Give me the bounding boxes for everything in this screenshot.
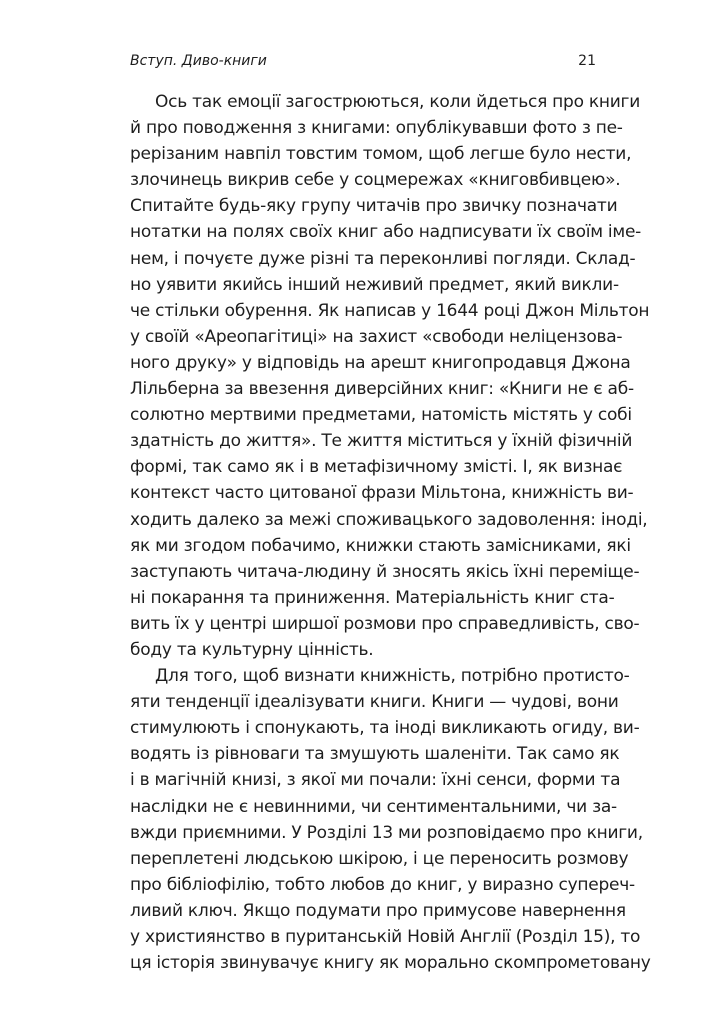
text-line: переплетені людською шкірою, і це переносить розмову [130, 848, 629, 869]
text-line: ного друку» у відповідь на арешт книгопродавця Джона [130, 352, 631, 373]
text-line: рерізаним навпіл товстим томом, щоб легше було нести, [130, 144, 632, 165]
text-line: як ми згодом побачимо, книжки стають замісниками, які [130, 535, 631, 556]
text-line: ливий ключ. Якщо подумати про примусове навернення [130, 900, 626, 921]
text-line: но уявити якийсь інший неживий предмет, який викли- [130, 274, 619, 295]
running-title: Вступ. Диво-книги [130, 53, 267, 69]
text-line: че стільки обурення. Як написав у 1644 році Джон Мільтон [130, 300, 650, 321]
text-line: нотатки на полях своїх книг або надписувати їх своїм іме- [130, 222, 642, 243]
text-line: заступають читача-людину й зносять якісь їхні переміще- [130, 561, 640, 582]
text-line: формі, так само як і в метафізичному змісті. І, як визнає [130, 457, 623, 478]
running-head [130, 49, 596, 73]
text-line: ні покарання та приниження. Матеріальність книг ста- [130, 587, 615, 608]
text-line: ходить далеко за межі споживацького задоволення: іноді, [130, 509, 648, 530]
text-line: ця історія звинувачує книгу як морально скомпрометовану [130, 953, 651, 974]
text-line: у своїй «Ареопагітиці» на захист «свободи неліцензова- [130, 326, 623, 347]
text-line: про бібліофілію, тобто любов до книг, у виразно супереч- [130, 874, 635, 895]
text-line: і в магічній книзі, з якої ми почали: їхні сенси, форми та [130, 770, 621, 791]
text-line: вжди приємними. У Розділі 13 ми розповідаємо про книги, [130, 822, 643, 843]
text-line: нем, і почуєте дуже різні та переконливі погляди. Склад- [130, 248, 636, 269]
text-line: Ось так емоції загострюються, коли йдеться про книги [155, 92, 641, 112]
text-line: Для того, щоб визнати книжність, потрібно протисто- [155, 666, 630, 687]
text-line: стимулюють і спонукають, та іноді викликають огиду, ви- [130, 718, 640, 739]
text-line: й про поводження з книгами: опублікувавши фото з пе- [130, 118, 623, 139]
text-line: Спитайте будь-яку групу читачів про звичку позначати [130, 196, 618, 217]
text-line: наслідки не є невинними, чи сентиментальними, чи за- [130, 796, 617, 817]
text-line: солютно мертвими предметами, натомість містять у собі [130, 405, 632, 426]
text-line: вить їх у центрі ширшої розмови про справедливість, сво- [130, 613, 640, 634]
text-line: яти тенденції ідеалізувати книги. Книги — чудові, вони [130, 692, 619, 713]
paragraph-container [130, 89, 651, 976]
text-line: здатність до життя». Те життя міститься у їхній фізичній [130, 431, 633, 452]
text-line: у християнство в пуританській Новій Англії (Розділ 15), то [130, 927, 641, 947]
text-line: контекст часто цитованої фрази Мільтона, книжність ви- [130, 483, 634, 504]
text-line: Лільберна за ввезення диверсійних книг: «Книги не є аб- [130, 379, 634, 400]
text-line: злочинець викрив себе у соцмережах «книговбивцею». [130, 170, 621, 191]
body-text [130, 89, 651, 976]
page-number: 21 [578, 53, 596, 69]
text-line: боду та культурну цінність. [130, 639, 374, 660]
text-line: водять із рівноваги та змушують шаленіти. Так само як [130, 744, 620, 765]
